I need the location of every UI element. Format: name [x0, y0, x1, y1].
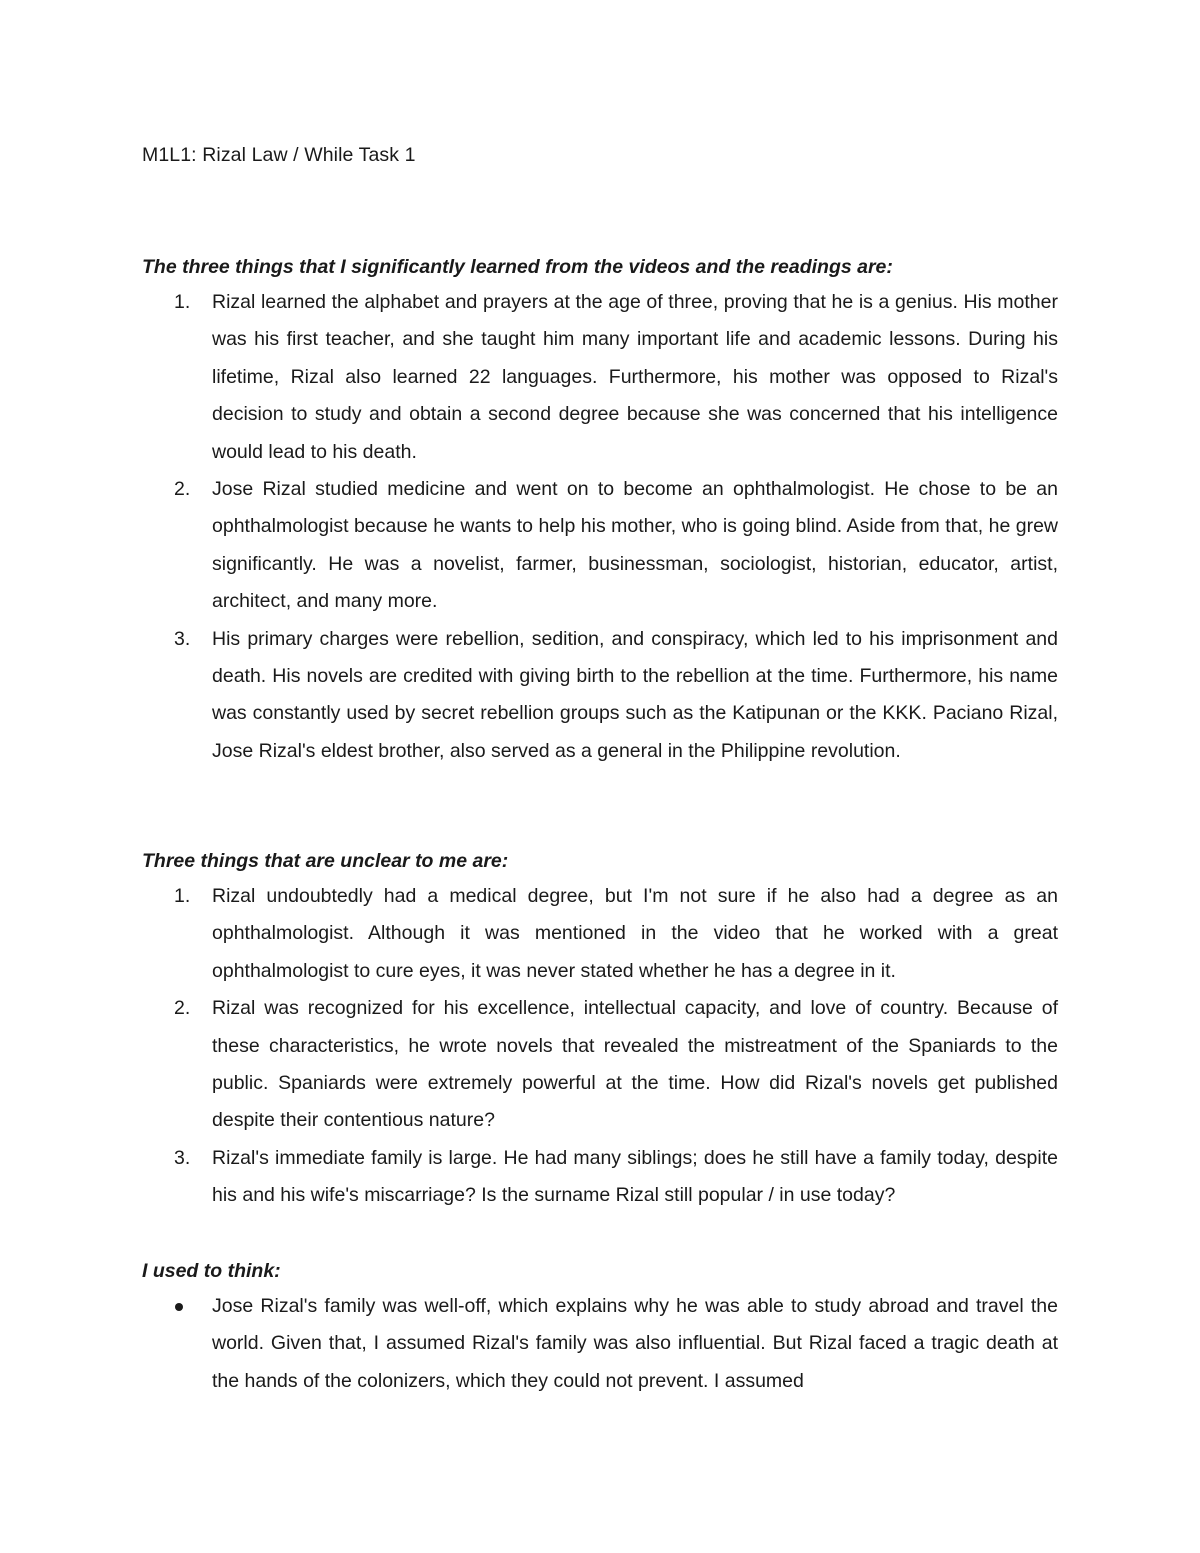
list-item-text: Jose Rizal's family was well-off, which explains why he was able to study abroad and travel the world. Given that, I assumed Rizal's family was also influential. But Rizal faced a tragic death at the hands of the colonizers, which they could not prevent. I assumed [212, 1295, 1058, 1392]
list-item [142, 284, 1058, 471]
list-item-text: Rizal undoubtedly had a medical degree, but I'm not sure if he also had a degree as an ophthalmologist. Although it was mentioned in the video that he worked with a great ophthalmologist to cure eyes, it was never stated whether he has a degree in it. [212, 885, 1058, 982]
list-item [142, 471, 1058, 621]
learned-heading: The three things that I significantly learned from the videos and the readings are: [142, 256, 893, 278]
used-to-think-section [142, 1258, 1058, 1400]
list-number: 1. [174, 885, 191, 907]
list-number: 3. [174, 627, 191, 650]
list-number: 2. [174, 478, 191, 501]
list-item-text: Rizal learned the alphabet and prayers at the age of three, proving that he is a genius. His mother was his first teacher, and she taught him many important life and academic lessons. During his lifetime, Rizal also learned 22 languages. Furthermore, his mother was opposed to Rizal's decision to study and obtain a second degree because she was concerned that his intelligence would lead to his death. [212, 291, 1058, 463]
list-item-text: Rizal's immediate family is large. He had many siblings; does he still have a family today, despite his and his wife's miscarriage? Is the surname Rizal still popular / in use today? [212, 1146, 1058, 1207]
list-number: 1. [174, 291, 191, 313]
learned-list [142, 284, 1058, 770]
list-item-text: Jose Rizal studied medicine and went on to become an ophthalmologist. He chose to be an ophthalmologist because he wants to help his mother, who is going blind. Aside from that, he grew significantly. He was a novelist, farmer, businessman, sociologist, historian, educator, artist, architect, and many more. [212, 478, 1058, 613]
list-item [142, 990, 1058, 1140]
list-item [142, 1140, 1058, 1215]
used-to-think-heading: I used to think: [142, 1260, 281, 1282]
list-item [142, 878, 1058, 990]
used-to-think-list [142, 1288, 1058, 1400]
document-title: M1L1: Rizal Law / While Task 1 [142, 144, 416, 166]
learned-section [142, 254, 1058, 770]
unclear-section [142, 848, 1058, 1215]
list-item-text: His primary charges were rebellion, sedition, and conspiracy, which led to his imprisonment and death. His novels are credited with giving birth to the rebellion at the time. Furthermore, his name was constantly used by secret rebellion groups such as the Katipunan or the KKK. Paciano Rizal, Jose Rizal's eldest brother, also served as a general in the Philippine revolution. [212, 627, 1058, 762]
unclear-heading: Three things that are unclear to me are: [142, 850, 509, 872]
list-item-text: Rizal was recognized for his excellence, intellectual capacity, and love of country. Because of these characteristics, he wrote novels that revealed the mistreatment of the Spaniards to the public. Spaniards were extremely powerful at the time. How did Rizal's novels get published despite their contentious nature? [212, 997, 1058, 1132]
list-number: 2. [174, 997, 191, 1020]
bullet-icon [175, 1303, 183, 1311]
list-item [142, 621, 1058, 771]
list-item [142, 1288, 1058, 1400]
unclear-list [142, 878, 1058, 1215]
list-number: 3. [174, 1146, 191, 1169]
